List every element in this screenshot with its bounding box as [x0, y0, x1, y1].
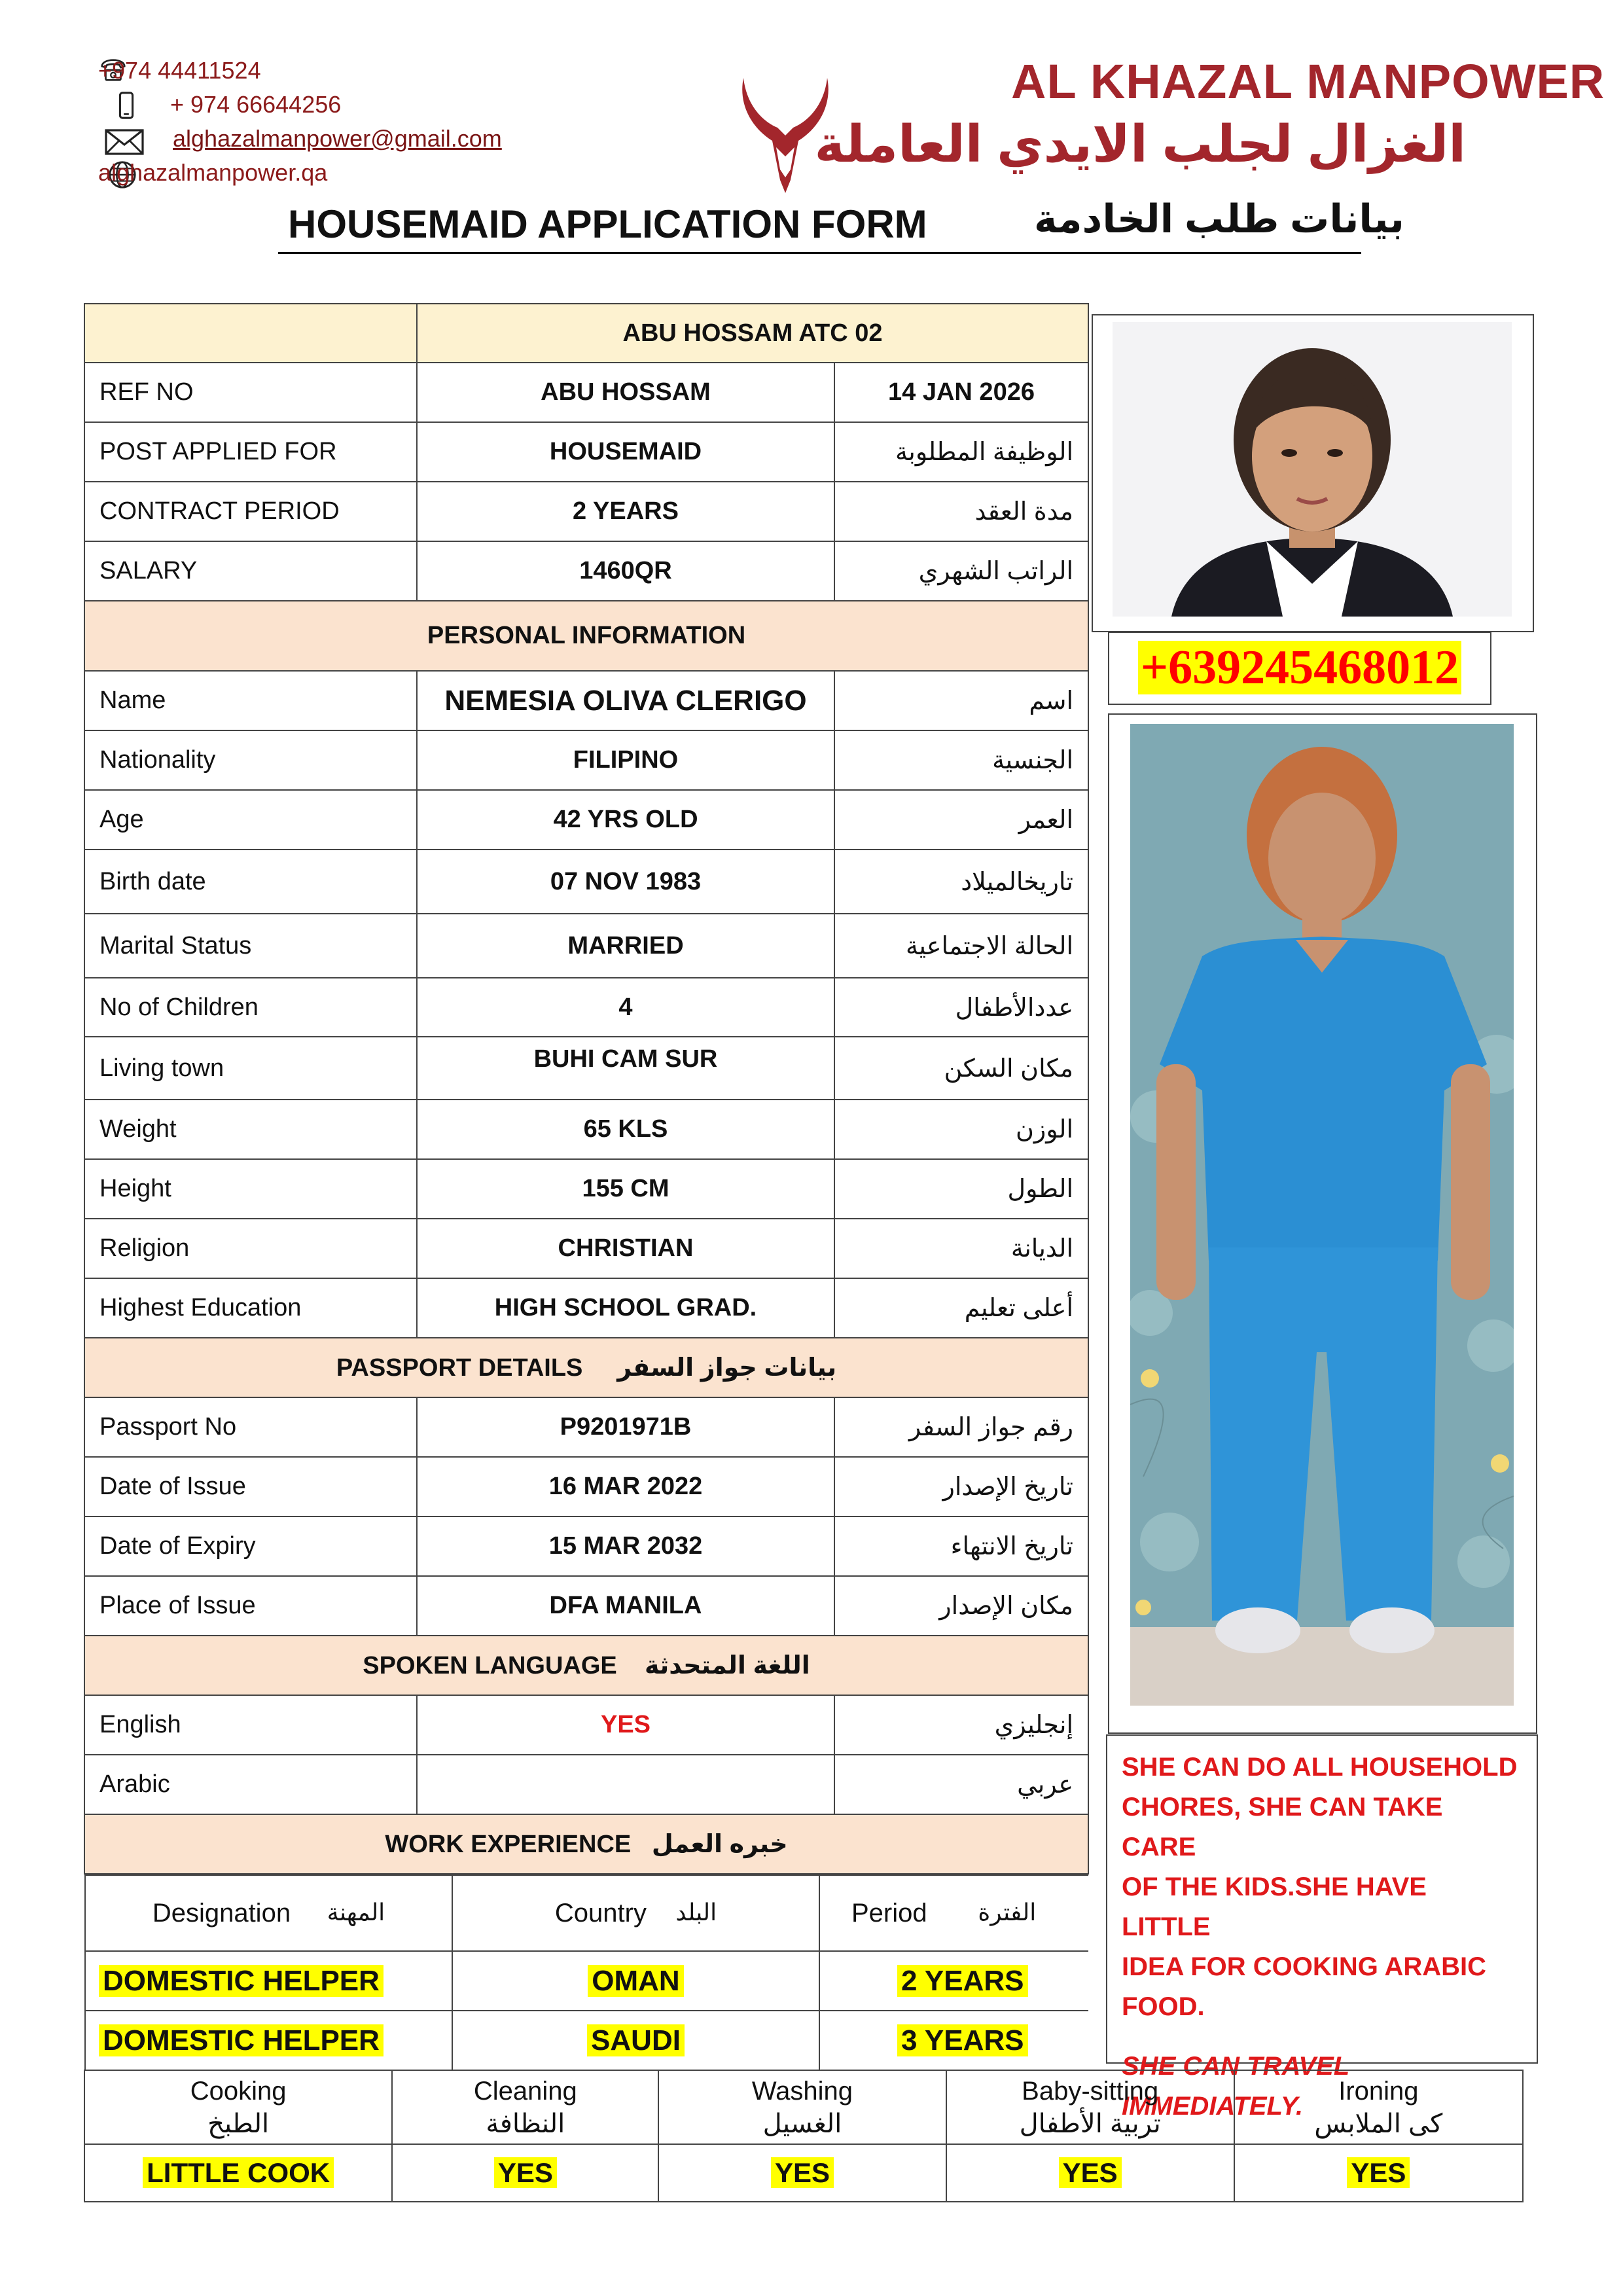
table-row [84, 1576, 1088, 1636]
application-table [84, 303, 1089, 2071]
table-row [84, 671, 1088, 730]
travel-note: SHE CAN TRAVEL [1122, 2052, 1350, 2081]
row-value: HIGH SCHOOL GRAD. [417, 1278, 834, 1338]
row-label-arabic: تاريخالميلاد [834, 850, 1088, 914]
row-label: Passport No [84, 1397, 417, 1457]
row-label: REF NO [84, 363, 417, 422]
remarks-line: SHE CAN DO ALL HOUSEHOLD [1122, 1753, 1518, 1782]
phone-landline: +974 44411524 [98, 57, 261, 84]
row-label-arabic: الديانة [834, 1219, 1088, 1278]
arabic-value [417, 1755, 834, 1814]
passport-photo-frame [1092, 314, 1534, 632]
remarks-line: FOOD. [1122, 1992, 1205, 2021]
skill-label: Baby-sitting [1022, 2076, 1159, 2106]
row-label: Name [84, 671, 417, 730]
full-body-photo-frame [1108, 713, 1537, 1734]
skill-value: YES [771, 2157, 834, 2188]
row-label: Height [84, 1159, 417, 1219]
skills-answer-row [84, 2144, 1523, 2202]
row-label: Place of Issue [84, 1576, 417, 1636]
designation: DOMESTIC HELPER [99, 1965, 383, 1997]
contact-block [98, 54, 502, 190]
table-row [84, 482, 1088, 541]
skill-label: Washing [751, 2076, 853, 2106]
row-label: SALARY [84, 541, 417, 601]
country: SAUDI [587, 2024, 685, 2056]
row-label: Weight [84, 1100, 417, 1159]
row-label: Living town [84, 1037, 417, 1100]
skill-value: YES [494, 2157, 557, 2188]
row-value: 155 CM [417, 1159, 834, 1219]
column-header [819, 1875, 1088, 1951]
skill-value: YES [1347, 2157, 1410, 2188]
table-row [84, 850, 1088, 914]
skill-label-arabic: کی الملابس [1314, 2109, 1443, 2138]
skill-value: LITTLE COOK [143, 2157, 334, 2188]
skill-header [946, 2070, 1234, 2144]
row-label-arabic: اسم [834, 671, 1088, 730]
table-row [85, 1951, 1088, 2011]
table-row [84, 1159, 1088, 1219]
designation: DOMESTIC HELPER [99, 2024, 383, 2056]
section-header [84, 1338, 1088, 1397]
mobile-phone-icon [111, 90, 141, 120]
passport-heading [84, 1338, 1088, 1397]
skills-header-row [84, 2070, 1523, 2144]
table-row [84, 978, 1088, 1037]
row-label: Highest Education [84, 1278, 417, 1338]
passport-heading-arabic: بيانات جواز السفر [617, 1354, 837, 1382]
row-value: 4 [417, 978, 834, 1037]
table-row [84, 730, 1088, 790]
table-row [84, 914, 1088, 978]
personal-info-heading: PERSONAL INFORMATION [84, 601, 1088, 671]
english-value: YES [417, 1695, 834, 1755]
row-label-arabic: عددالأطفال [834, 978, 1088, 1037]
table-row [84, 1516, 1088, 1576]
table-row [84, 1100, 1088, 1159]
travel-note: IMMEDIATELY. [1122, 2092, 1304, 2121]
row-value: MARRIED [417, 914, 834, 978]
row-value: 65 KLS [417, 1100, 834, 1159]
column-header [452, 1875, 819, 1951]
agency-code: ABU HOSSAM ATC 02 [417, 304, 1088, 363]
skills-table [84, 2070, 1524, 2202]
remarks-line: OF THE KIDS.SHE HAVE LITTLE [1122, 1873, 1427, 1941]
ref-date: 14 JAN 2026 [834, 363, 1088, 422]
period: 3 YEARS [897, 2024, 1028, 2056]
brand-name: AL KHAZAL MANPOWER [1011, 54, 1605, 109]
skill-header [392, 2070, 658, 2144]
country: OMAN [588, 1965, 683, 1997]
row-label-arabic: تاريخ الإصدار [834, 1457, 1088, 1516]
row-label-arabic: عربي [834, 1755, 1088, 1814]
row-label: Date of Expiry [84, 1516, 417, 1576]
skill-header [84, 2070, 392, 2144]
skill-label-arabic: الغسيل [762, 2109, 842, 2138]
passport-photo [1113, 322, 1512, 617]
table-row [84, 1219, 1088, 1278]
table-row [84, 363, 1088, 422]
table-row [84, 422, 1088, 482]
table-row [84, 1397, 1088, 1457]
row-label: POST APPLIED FOR [84, 422, 417, 482]
phone-mobile: + 974 66644256 [170, 91, 342, 118]
row-value: FILIPINO [417, 730, 834, 790]
section-header [84, 1636, 1088, 1695]
row-label: Arabic [84, 1755, 417, 1814]
brand-name-arabic: الغزال لجلب الايدي العاملة [814, 115, 1466, 173]
email-link[interactable]: alghazalmanpower@gmail.com [173, 125, 502, 152]
table-row [84, 1037, 1088, 1100]
row-value: ABU HOSSAM [417, 363, 834, 422]
row-label-arabic: إنجليزي [834, 1695, 1088, 1755]
row-value: 2 YEARS [417, 482, 834, 541]
row-value: BUHI CAM SUR [417, 1037, 834, 1100]
passport-heading-text: PASSPORT DETAILS [336, 1354, 583, 1382]
language-heading [84, 1636, 1088, 1695]
page-title: HOUSEMAID APPLICATION FORM [288, 202, 927, 246]
title-underline [278, 252, 1361, 254]
column-label: Designation [152, 1898, 291, 1928]
row-label: Date of Issue [84, 1457, 417, 1516]
page-title-arabic: بيانات طلب الخادمة [1034, 197, 1404, 241]
section-header [84, 601, 1088, 671]
row-label: English [84, 1695, 417, 1755]
experience-header-row [85, 1875, 1088, 1951]
row-label: CONTRACT PERIOD [84, 482, 417, 541]
table-row [84, 790, 1088, 850]
row-label-arabic: مدة العقد [834, 482, 1088, 541]
row-label: Birth date [84, 850, 417, 914]
experience-heading [84, 1814, 1088, 1874]
remarks-line: IDEA FOR COOKING ARABIC [1122, 1952, 1487, 1981]
row-value: CHRISTIAN [417, 1219, 834, 1278]
column-label-arabic: البلد [675, 1898, 717, 1926]
applicant-phone-number: +639245468012 [1138, 641, 1461, 694]
period: 2 YEARS [897, 1965, 1028, 1997]
row-value: P9201971B [417, 1397, 834, 1457]
experience-block [84, 1874, 1088, 2071]
skill-label: Cleaning [473, 2076, 577, 2106]
website-link[interactable]: alghazalmanpower.qa [98, 159, 328, 186]
row-label-arabic: مكان الإصدار [834, 1576, 1088, 1636]
column-label-arabic: المهنة [327, 1898, 385, 1926]
section-header [84, 1814, 1088, 1874]
row-label-arabic: رقم جواز السفر [834, 1397, 1088, 1457]
row-label: Nationality [84, 730, 417, 790]
row-label: Age [84, 790, 417, 850]
skill-value: YES [1059, 2157, 1122, 2188]
row-value: 07 NOV 1983 [417, 850, 834, 914]
skill-label: Cooking [190, 2076, 287, 2106]
experience-heading-arabic: خبره العمل [651, 1831, 788, 1858]
row-label: No of Children [84, 978, 417, 1037]
skill-label-arabic: النظافة [486, 2109, 565, 2138]
row-value: 15 MAR 2032 [417, 1516, 834, 1576]
envelope-icon [105, 127, 144, 157]
skill-header [1234, 2070, 1523, 2144]
row-label-arabic: العمر [834, 790, 1088, 850]
row-value: 16 MAR 2022 [417, 1457, 834, 1516]
row-value: 1460QR [417, 541, 834, 601]
table-row [85, 2011, 1088, 2070]
applicant-name: NEMESIA OLIVA CLERIGO [417, 671, 834, 730]
experience-heading-text: WORK EXPERIENCE [385, 1831, 632, 1858]
row-label-arabic: أعلى تعليم [834, 1278, 1088, 1338]
skill-label: Ironing [1338, 2076, 1419, 2106]
row-label-arabic: مكان السكن [834, 1037, 1088, 1100]
table-row [84, 541, 1088, 601]
applicant-phone [1108, 632, 1491, 705]
table-row [84, 1457, 1088, 1516]
skill-header [658, 2070, 946, 2144]
column-label-arabic: الفترة [978, 1898, 1037, 1926]
row-label: Marital Status [84, 914, 417, 978]
row-label: Religion [84, 1219, 417, 1278]
column-header [85, 1875, 452, 1951]
row-label-arabic: الحالة الاجتماعية [834, 914, 1088, 978]
language-heading-arabic: اللغة المتحدثة [644, 1652, 810, 1679]
experience-table [84, 1874, 1088, 2071]
row-label-arabic: الراتب الشهري [834, 541, 1088, 601]
column-label: Country [554, 1898, 647, 1928]
column-label: Period [851, 1898, 927, 1928]
full-body-photo [1130, 724, 1514, 1706]
table-row [84, 1278, 1088, 1338]
table-row [84, 1755, 1088, 1814]
agency-row [84, 304, 1088, 363]
skill-label-arabic: تربية الأطفال [1019, 2109, 1161, 2138]
row-value: 42 YRS OLD [417, 790, 834, 850]
row-value: DFA MANILA [417, 1576, 834, 1636]
row-label-arabic: تاريخ الانتهاء [834, 1516, 1088, 1576]
row-value: HOUSEMAID [417, 422, 834, 482]
table-row [84, 1695, 1088, 1755]
remarks-line: CHORES, SHE CAN TAKE CARE [1122, 1793, 1443, 1861]
skill-label-arabic: الطبخ [207, 2109, 270, 2138]
row-label-arabic: الوزن [834, 1100, 1088, 1159]
language-heading-text: SPOKEN LANGUAGE [363, 1652, 617, 1679]
row-label-arabic: الوظيفة المطلوبة [834, 422, 1088, 482]
row-label-arabic: الطول [834, 1159, 1088, 1219]
row-label-arabic: الجنسية [834, 730, 1088, 790]
